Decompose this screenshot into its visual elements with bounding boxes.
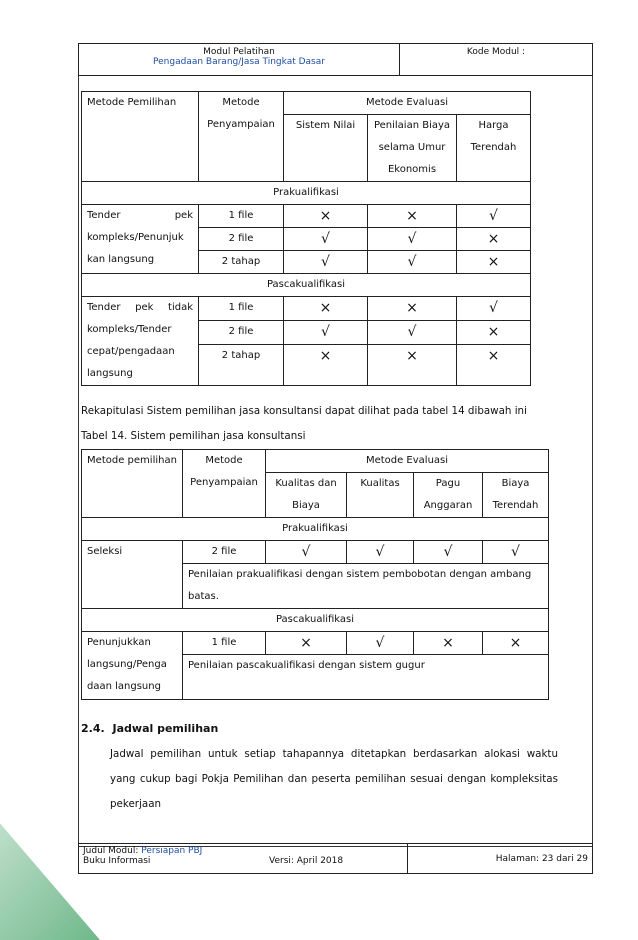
halaman: Halaman: 23 dari 29	[408, 844, 593, 874]
t1-cell: 1 file	[199, 205, 284, 228]
t2-penunjukkan: Penunjukkan langsung/Penga daan langsung	[82, 632, 183, 700]
t2-mark: √	[347, 541, 414, 564]
header-line1: Modul Pelatihan	[203, 47, 275, 57]
section-body: Jadwal pemilihan untuk setiap tahapannya ditetapkan berdasarkan alokasi waktu yang cukup bagi Pokja Pemilihan dan peserta pemilihan sesuai dengan kompleksitas pekerjaan	[110, 748, 558, 810]
footer-left	[79, 844, 408, 874]
t1-mark: √	[368, 251, 457, 274]
t2-mark: ×	[266, 632, 347, 655]
page-footer	[78, 843, 593, 874]
t1-mark: ×	[368, 345, 457, 386]
t1-cell: 2 tahap	[199, 345, 284, 386]
t1-mark: ×	[284, 297, 368, 321]
t1-h-metode-evaluasi: Metode Evaluasi	[284, 92, 531, 115]
t1-mark: ×	[457, 321, 531, 345]
t1-pra-method: Tender pek kompleks/Penunjuk kan langsung	[82, 205, 199, 274]
t1-mark: ×	[457, 228, 531, 251]
t1-pasca-method: Tender pek tidak kompleks/Tender cepat/pengadaan langsung	[82, 297, 199, 386]
t2-seleksi: Seleksi	[82, 541, 183, 609]
t1-h-metode-pemilihan: Metode Pemilihan	[82, 92, 199, 182]
t2-h-kualitas: Kualitas	[347, 473, 414, 518]
t1-cell: 2 file	[199, 321, 284, 345]
section-number: 2.4.	[81, 722, 105, 735]
t1-pascakualifikasi: Pascakualifikasi	[82, 274, 531, 297]
kode-modul: Kode Modul :	[400, 44, 593, 76]
table2-caption: Tabel 14. Sistem pemilihan jasa konsultansi	[81, 430, 306, 442]
t1-h-penilaian-biaya: Penilaian Biaya selama Umur Ekonomis	[368, 115, 457, 182]
buku-informasi: Buku Informasi	[83, 856, 151, 866]
t2-h-biaya-terendah: Biaya Terendah	[483, 473, 549, 518]
t2-mark: ×	[414, 632, 483, 655]
section-heading	[81, 722, 218, 735]
t1-cell: 2 tahap	[199, 251, 284, 274]
t2-penunjukkan-note: Penilaian pascakualifikasi dengan sistem gugur	[183, 655, 549, 700]
t2-penunjukkan-penyampaian: 1 file	[183, 632, 266, 655]
section-title: Jadwal pemilihan	[112, 722, 219, 735]
t2-h-metode-pemilihan: Metode pemilihan	[82, 450, 183, 518]
t1-mark: ×	[284, 345, 368, 386]
t1-mark: √	[368, 228, 457, 251]
t1-mark: √	[457, 297, 531, 321]
t1-mark: √	[284, 251, 368, 274]
t2-pascakualifikasi: Pascakualifikasi	[82, 609, 549, 632]
t1-mark: ×	[368, 205, 457, 228]
table-metode-pemilihan	[81, 91, 531, 386]
header-line2: Pengadaan Barang/Jasa Tingkat Dasar	[153, 57, 325, 67]
t1-cell: 2 file	[199, 228, 284, 251]
t2-prakualifikasi: Prakualifikasi	[82, 518, 549, 541]
versi: Versi: April 2018	[269, 856, 344, 866]
t1-h-sistem-nilai: Sistem Nilai	[284, 115, 368, 182]
t1-h-metode-penyampaian: Metode Penyampaian	[199, 92, 284, 182]
t2-seleksi-note: Penilaian prakualifikasi dengan sistem pembobotan dengan ambang batas.	[183, 564, 549, 609]
t1-h-harga-terendah: Harga Terendah	[457, 115, 531, 182]
t1-mark: √	[284, 228, 368, 251]
t1-mark: ×	[284, 205, 368, 228]
t1-mark: ×	[368, 297, 457, 321]
t2-mark: √	[266, 541, 347, 564]
t2-mark: √	[483, 541, 549, 564]
t2-h-pagu: Pagu Anggaran	[414, 473, 483, 518]
rekap-text: Rekapitulasi Sistem pemilihan jasa konsultansi dapat dilihat pada tabel 14 dibawah ini	[81, 405, 527, 417]
header-title-cell	[79, 44, 400, 76]
page-header	[78, 43, 593, 76]
t2-mark: √	[414, 541, 483, 564]
t1-cell: 1 file	[199, 297, 284, 321]
t2-h-metode-evaluasi: Metode Evaluasi	[266, 450, 549, 473]
table-jasa-konsultansi	[81, 449, 549, 700]
t2-mark: ×	[483, 632, 549, 655]
t2-seleksi-penyampaian: 2 file	[183, 541, 266, 564]
t1-mark: ×	[457, 251, 531, 274]
t1-mark: √	[284, 321, 368, 345]
t1-mark: √	[368, 321, 457, 345]
t1-mark: √	[457, 205, 531, 228]
judul-label: Judul Modul:	[83, 846, 142, 856]
t2-h-kualitas-biaya: Kualitas dan Biaya	[266, 473, 347, 518]
t2-h-metode-penyampaian: Metode Penyampaian	[183, 450, 266, 518]
t2-mark: √	[347, 632, 414, 655]
judul-value: Persiapan PBJ	[141, 846, 203, 856]
t1-mark: ×	[457, 345, 531, 386]
t1-prakualifikasi: Prakualifikasi	[82, 182, 531, 205]
